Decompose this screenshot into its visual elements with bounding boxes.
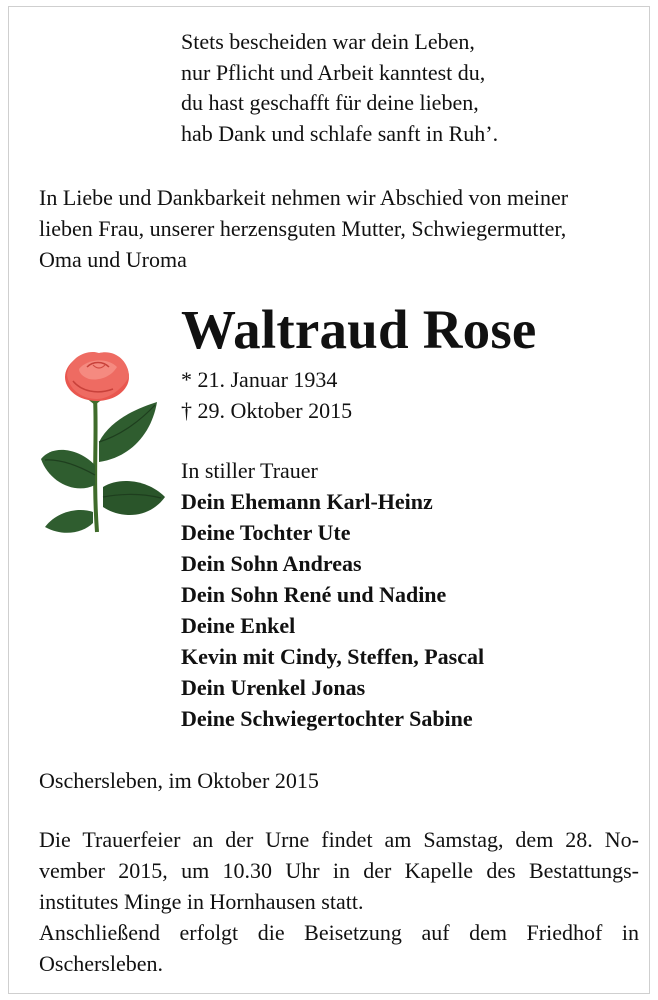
farewell-intro xyxy=(39,182,568,275)
funeral-line: Die Trauerfeier an der Urne findet am Samstag, dem 28. No- xyxy=(39,827,639,852)
obituary-card xyxy=(8,6,650,994)
birth-date: * 21. Januar 1934 xyxy=(181,367,338,392)
mourner-entry: Dein Ehemann Karl-Heinz xyxy=(181,489,433,514)
funeral-notice xyxy=(39,824,639,979)
mourners-list xyxy=(181,455,484,734)
mourner-entry: Deine Enkel xyxy=(181,613,296,638)
mourner-entry: Dein Sohn René und Nadine xyxy=(181,582,447,607)
memorial-poem xyxy=(181,27,498,149)
rose-icon xyxy=(37,347,169,537)
mourning-heading: In stiller Trauer xyxy=(181,458,318,483)
poem-line: Stets bescheiden war dein Leben, xyxy=(181,29,475,54)
intro-line: In Liebe und Dankbarkeit nehmen wir Abschied von meiner xyxy=(39,185,569,210)
intro-line: Oma und Uroma xyxy=(39,247,187,272)
poem-line: nur Pflicht und Arbeit kanntest du, xyxy=(181,59,486,85)
mourner-entry: Deine Schwiegertochter Sabine xyxy=(181,706,473,731)
life-dates xyxy=(181,364,352,426)
place-and-date: Oschersleben, im Oktober 2015 xyxy=(39,768,319,793)
death-date: † 29. Oktober 2015 xyxy=(181,398,353,423)
funeral-line: institutes Minge in Hornhausen statt. xyxy=(39,889,364,914)
funeral-line: Oschersleben. xyxy=(39,951,164,976)
mourner-entry: Deine Tochter Ute xyxy=(181,520,351,545)
mourner-entry: Dein Sohn Andreas xyxy=(181,551,362,576)
intro-line: lieben Frau, unserer herzensguten Mutter, Schwiegermutter, xyxy=(39,216,567,241)
mourner-entry: Dein Urenkel Jonas xyxy=(181,675,366,700)
poem-line: du hast geschafft für deine lieben, xyxy=(181,90,479,115)
mourner-entry: Kevin mit Cindy, Steffen, Pascal xyxy=(181,644,485,669)
poem-line: hab Dank und schlafe sanft in Ruh’. xyxy=(181,120,499,146)
funeral-line: vember 2015, um 10.30 Uhr in der Kapelle des Bestattungs- xyxy=(39,858,639,883)
deceased-name: Waltraud Rose xyxy=(181,299,537,360)
funeral-line: Anschließend erfolgt die Beisetzung auf dem Friedhof in xyxy=(39,920,639,945)
